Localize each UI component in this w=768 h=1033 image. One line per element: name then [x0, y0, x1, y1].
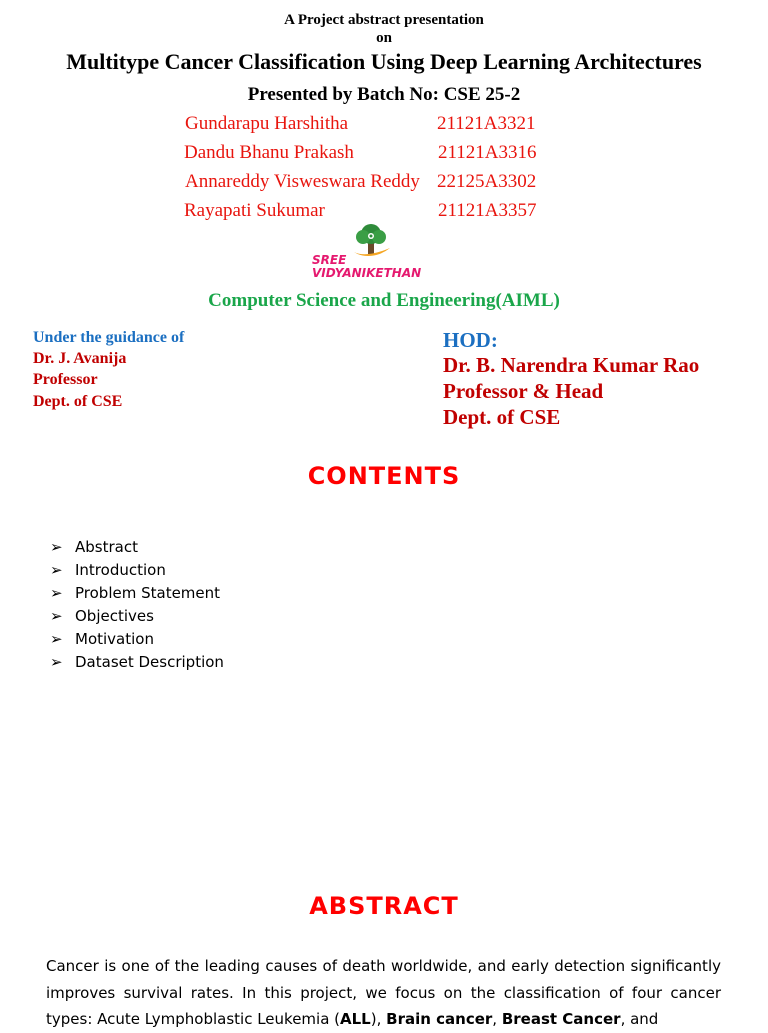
- guide-name: Dr. J. Avanija: [33, 350, 127, 367]
- page-title: Multitype Cancer Classification Using Deep Learning Architectures: [66, 49, 702, 74]
- contents-item-label: Problem Statement: [75, 584, 221, 602]
- contents-item-label: Introduction: [75, 561, 166, 579]
- member-name: Rayapati Sukumar: [184, 200, 325, 221]
- arrow-bullet-icon: ➢: [50, 653, 63, 671]
- abstract-keyword: Breast Cancer: [501, 1010, 621, 1028]
- list-item: [50, 536, 224, 559]
- contents-list: [50, 536, 224, 674]
- list-item: [50, 559, 224, 582]
- list-item: [50, 628, 224, 651]
- contents-item-label: Objectives: [75, 607, 154, 625]
- arrow-bullet-icon: ➢: [50, 607, 63, 625]
- contents-item-label: Dataset Description: [75, 653, 224, 671]
- list-item: [50, 582, 224, 605]
- svg-text:SREE: SREE: [312, 253, 347, 267]
- list-item: [50, 651, 224, 674]
- contents-heading: CONTENTS: [307, 462, 461, 490]
- member-roll: 21121A3357: [438, 200, 537, 221]
- member-name: Dandu Bhanu Prakash: [184, 142, 354, 163]
- svg-text:VIDYANIKETHAN: VIDYANIKETHAN: [312, 266, 422, 280]
- abstract-keyword: ALL: [340, 1010, 371, 1028]
- guide-designation: Professor: [33, 371, 98, 388]
- member-roll: 21121A3316: [438, 142, 537, 163]
- hod-name: Dr. B. Narendra Kumar Rao: [443, 353, 700, 377]
- guide-dept: Dept. of CSE: [33, 393, 123, 410]
- college-logo: [310, 222, 434, 280]
- member-roll: 21121A3321: [437, 113, 536, 134]
- tree-icon: [354, 224, 390, 256]
- hod-heading: HOD:: [443, 328, 498, 352]
- contents-item-label: Abstract: [75, 538, 138, 556]
- department-name: Computer Science and Engineering(AIML): [208, 290, 560, 311]
- arrow-bullet-icon: ➢: [50, 561, 63, 579]
- arrow-bullet-icon: ➢: [50, 584, 63, 602]
- list-item: [50, 605, 224, 628]
- member-name: Gundarapu Harshitha: [185, 113, 349, 134]
- guide-heading: Under the guidance of: [33, 329, 185, 346]
- arrow-bullet-icon: ➢: [50, 538, 63, 556]
- intro-line-1: A Project abstract presentation: [284, 12, 484, 28]
- abstract-heading: ABSTRACT: [309, 892, 459, 920]
- abstract-paragraph: Cancer is one of the leading causes of death worldwide, and early detection significantly improves survival rates. In this project, we focus on the classification of four cancer types: Acute Lymphoblastic Leukemia (ALL), Brain cancer, Breast Cancer, and: [46, 957, 721, 1028]
- hod-dept: Dept. of CSE: [443, 405, 561, 429]
- contents-item-label: Motivation: [75, 630, 154, 648]
- abstract-keyword: Brain cancer: [386, 1010, 493, 1028]
- member-roll: 22125A3302: [437, 171, 537, 192]
- batch-label: Presented by Batch No: CSE 25-2: [247, 84, 521, 105]
- member-name: Annareddy Visweswara Reddy: [185, 171, 420, 192]
- arrow-bullet-icon: ➢: [50, 630, 63, 648]
- hod-designation: Professor & Head: [443, 379, 604, 403]
- intro-line-2: on: [376, 30, 392, 46]
